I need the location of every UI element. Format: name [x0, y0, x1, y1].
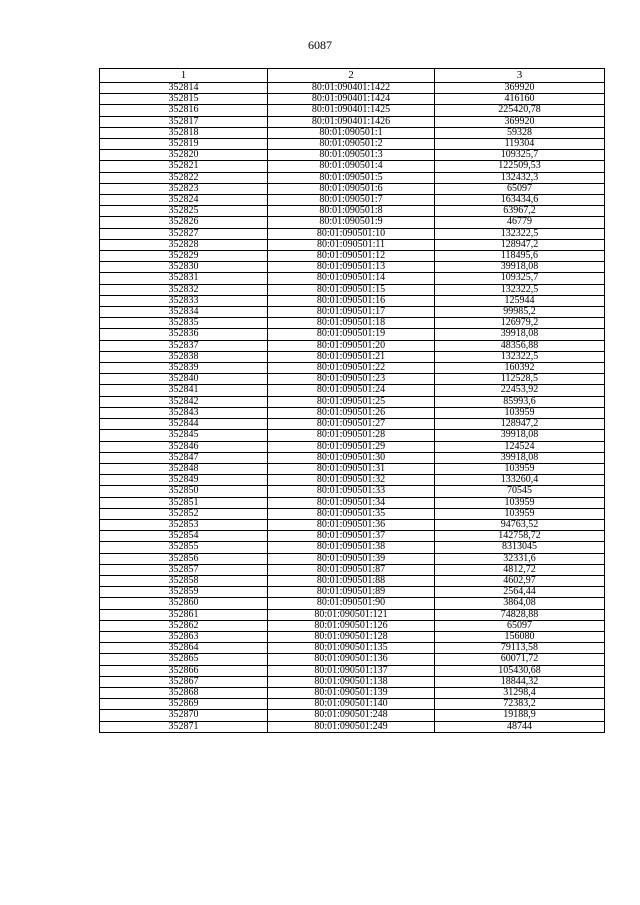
- row-number-cell: 352826: [100, 217, 268, 228]
- table-row: [100, 262, 605, 273]
- value-cell: 156080: [435, 631, 605, 642]
- table-header-row: [100, 69, 605, 83]
- table-row: [100, 676, 605, 687]
- value-cell: 133260,4: [435, 475, 605, 486]
- value-cell: 118495,6: [435, 251, 605, 262]
- table-row: [100, 654, 605, 665]
- table-row: [100, 463, 605, 474]
- row-number-cell: 352855: [100, 542, 268, 553]
- page-number: 6087: [308, 38, 332, 52]
- cadastral-number-cell: 80:01:090501:17: [268, 307, 435, 318]
- row-number-cell: 352830: [100, 262, 268, 273]
- table-row: [100, 721, 605, 732]
- cadastral-number-cell: 80:01:090501:19: [268, 329, 435, 340]
- cadastral-number-cell: 80:01:090501:121: [268, 609, 435, 620]
- cadastral-number-cell: 80:01:090501:15: [268, 284, 435, 295]
- row-number-cell: 352853: [100, 519, 268, 530]
- cadastral-number-cell: 80:01:090501:33: [268, 486, 435, 497]
- row-number-cell: 352854: [100, 531, 268, 542]
- table-row: [100, 172, 605, 183]
- table-row: [100, 542, 605, 553]
- value-cell: 19188,9: [435, 710, 605, 721]
- value-cell: 132322,5: [435, 228, 605, 239]
- row-number-cell: 352867: [100, 676, 268, 687]
- cadastral-number-cell: 80:01:090501:140: [268, 699, 435, 710]
- value-cell: 48356,88: [435, 340, 605, 351]
- table-row: [100, 195, 605, 206]
- cadastral-number-cell: 80:01:090401:1426: [268, 116, 435, 127]
- row-number-cell: 352827: [100, 228, 268, 239]
- table-row: [100, 665, 605, 676]
- table-row: [100, 609, 605, 620]
- cadastral-number-cell: 80:01:090501:90: [268, 598, 435, 609]
- row-number-cell: 352837: [100, 340, 268, 351]
- row-number-cell: 352823: [100, 183, 268, 194]
- row-number-cell: 352817: [100, 116, 268, 127]
- cadastral-number-cell: 80:01:090501:139: [268, 687, 435, 698]
- value-cell: 109325,7: [435, 150, 605, 161]
- row-number-cell: 352828: [100, 239, 268, 250]
- value-cell: 369920: [435, 116, 605, 127]
- value-cell: 65097: [435, 183, 605, 194]
- cadastral-number-cell: 80:01:090501:8: [268, 206, 435, 217]
- cadastral-number-cell: 80:01:090501:136: [268, 654, 435, 665]
- table-row: [100, 430, 605, 441]
- cadastral-number-cell: 80:01:090501:89: [268, 587, 435, 598]
- table-row: [100, 374, 605, 385]
- cadastral-number-cell: 80:01:090501:34: [268, 497, 435, 508]
- value-cell: 369920: [435, 83, 605, 94]
- value-cell: 4602,97: [435, 575, 605, 586]
- row-number-cell: 352870: [100, 710, 268, 721]
- value-cell: 125944: [435, 295, 605, 306]
- cadastral-number-cell: 80:01:090501:11: [268, 239, 435, 250]
- row-number-cell: 352824: [100, 195, 268, 206]
- value-cell: 225420,78: [435, 105, 605, 116]
- cadastral-number-cell: 80:01:090501:18: [268, 318, 435, 329]
- row-number-cell: 352820: [100, 150, 268, 161]
- row-number-cell: 352814: [100, 83, 268, 94]
- row-number-cell: 352840: [100, 374, 268, 385]
- column-header-3: 3: [435, 69, 605, 83]
- row-number-cell: 352861: [100, 609, 268, 620]
- table-row: [100, 351, 605, 362]
- cadastral-number-cell: 80:01:090501:31: [268, 463, 435, 474]
- row-number-cell: 352862: [100, 620, 268, 631]
- row-number-cell: 352838: [100, 351, 268, 362]
- cadastral-number-cell: 80:01:090501:87: [268, 564, 435, 575]
- table-row: [100, 620, 605, 631]
- value-cell: 65097: [435, 620, 605, 631]
- cadastral-number-cell: 80:01:090501:36: [268, 519, 435, 530]
- table-row: [100, 206, 605, 217]
- table-row: [100, 587, 605, 598]
- data-table: [99, 68, 605, 733]
- table-row: [100, 150, 605, 161]
- value-cell: 416160: [435, 94, 605, 105]
- row-number-cell: 352821: [100, 161, 268, 172]
- row-number-cell: 352848: [100, 463, 268, 474]
- row-number-cell: 352843: [100, 407, 268, 418]
- table-row: [100, 419, 605, 430]
- cadastral-number-cell: 80:01:090501:20: [268, 340, 435, 351]
- table-row: [100, 564, 605, 575]
- value-cell: 103959: [435, 407, 605, 418]
- cadastral-number-cell: 80:01:090501:22: [268, 363, 435, 374]
- row-number-cell: 352851: [100, 497, 268, 508]
- table-row: [100, 531, 605, 542]
- row-number-cell: 352868: [100, 687, 268, 698]
- table-row: [100, 94, 605, 105]
- value-cell: 8313045: [435, 542, 605, 553]
- cadastral-number-cell: 80:01:090501:88: [268, 575, 435, 586]
- row-number-cell: 352842: [100, 396, 268, 407]
- cadastral-number-cell: 80:01:090501:25: [268, 396, 435, 407]
- cadastral-number-cell: 80:01:090501:7: [268, 195, 435, 206]
- value-cell: 119304: [435, 139, 605, 150]
- table-row: [100, 687, 605, 698]
- cadastral-number-cell: 80:01:090501:4: [268, 161, 435, 172]
- table-row: [100, 116, 605, 127]
- value-cell: 132432,3: [435, 172, 605, 183]
- value-cell: 31298,4: [435, 687, 605, 698]
- cadastral-number-cell: 80:01:090501:138: [268, 676, 435, 687]
- value-cell: 48744: [435, 721, 605, 732]
- cadastral-number-cell: 80:01:090501:126: [268, 620, 435, 631]
- cadastral-number-cell: 80:01:090501:5: [268, 172, 435, 183]
- cadastral-number-cell: 80:01:090501:24: [268, 385, 435, 396]
- table-row: [100, 710, 605, 721]
- cadastral-number-cell: 80:01:090501:37: [268, 531, 435, 542]
- value-cell: 112528,5: [435, 374, 605, 385]
- value-cell: 128947,2: [435, 419, 605, 430]
- table-row: [100, 508, 605, 519]
- table-row: [100, 598, 605, 609]
- value-cell: 105430,68: [435, 665, 605, 676]
- table-row: [100, 631, 605, 642]
- row-number-cell: 352846: [100, 441, 268, 452]
- table-row: [100, 553, 605, 564]
- row-number-cell: 352833: [100, 295, 268, 306]
- cadastral-number-cell: 80:01:090501:23: [268, 374, 435, 385]
- row-number-cell: 352866: [100, 665, 268, 676]
- value-cell: 59328: [435, 127, 605, 138]
- row-number-cell: 352822: [100, 172, 268, 183]
- value-cell: 124524: [435, 441, 605, 452]
- row-number-cell: 352841: [100, 385, 268, 396]
- value-cell: 132322,5: [435, 351, 605, 362]
- row-number-cell: 352865: [100, 654, 268, 665]
- cadastral-number-cell: 80:01:090501:39: [268, 553, 435, 564]
- value-cell: 18844,32: [435, 676, 605, 687]
- value-cell: 46779: [435, 217, 605, 228]
- row-number-cell: 352829: [100, 251, 268, 262]
- value-cell: 39918,08: [435, 262, 605, 273]
- value-cell: 60071,72: [435, 654, 605, 665]
- column-header-1: 1: [100, 69, 268, 83]
- cadastral-number-cell: 80:01:090501:2: [268, 139, 435, 150]
- cadastral-number-cell: 80:01:090501:32: [268, 475, 435, 486]
- value-cell: 22453,92: [435, 385, 605, 396]
- value-cell: 72383,2: [435, 699, 605, 710]
- value-cell: 4812,72: [435, 564, 605, 575]
- cadastral-number-cell: 80:01:090501:6: [268, 183, 435, 194]
- table-row: [100, 295, 605, 306]
- cadastral-number-cell: 80:01:090501:10: [268, 228, 435, 239]
- value-cell: 63967,2: [435, 206, 605, 217]
- value-cell: 85993,6: [435, 396, 605, 407]
- table-row: [100, 318, 605, 329]
- row-number-cell: 352831: [100, 273, 268, 284]
- table-row: [100, 329, 605, 340]
- value-cell: 99985,2: [435, 307, 605, 318]
- row-number-cell: 352834: [100, 307, 268, 318]
- cadastral-number-cell: 80:01:090501:16: [268, 295, 435, 306]
- cadastral-number-cell: 80:01:090501:21: [268, 351, 435, 362]
- row-number-cell: 352869: [100, 699, 268, 710]
- row-number-cell: 352859: [100, 587, 268, 598]
- value-cell: 163434,6: [435, 195, 605, 206]
- value-cell: 32331,6: [435, 553, 605, 564]
- value-cell: 109325,7: [435, 273, 605, 284]
- cadastral-number-cell: 80:01:090501:137: [268, 665, 435, 676]
- row-number-cell: 352816: [100, 105, 268, 116]
- row-number-cell: 352847: [100, 452, 268, 463]
- table-row: [100, 217, 605, 228]
- cadastral-number-cell: 80:01:090501:38: [268, 542, 435, 553]
- row-number-cell: 352871: [100, 721, 268, 732]
- table-row: [100, 385, 605, 396]
- value-cell: 39918,08: [435, 430, 605, 441]
- cadastral-number-cell: 80:01:090501:3: [268, 150, 435, 161]
- table-row: [100, 452, 605, 463]
- row-number-cell: 352852: [100, 508, 268, 519]
- cadastral-number-cell: 80:01:090501:249: [268, 721, 435, 732]
- cadastral-number-cell: 80:01:090501:35: [268, 508, 435, 519]
- value-cell: 128947,2: [435, 239, 605, 250]
- table-row: [100, 307, 605, 318]
- value-cell: 74828,88: [435, 609, 605, 620]
- value-cell: 3864,08: [435, 598, 605, 609]
- cadastral-number-cell: 80:01:090501:9: [268, 217, 435, 228]
- row-number-cell: 352825: [100, 206, 268, 217]
- cadastral-number-cell: 80:01:090501:1: [268, 127, 435, 138]
- row-number-cell: 352849: [100, 475, 268, 486]
- cadastral-number-cell: 80:01:090501:26: [268, 407, 435, 418]
- row-number-cell: 352850: [100, 486, 268, 497]
- table-row: [100, 407, 605, 418]
- value-cell: 103959: [435, 497, 605, 508]
- table-row: [100, 340, 605, 351]
- table-row: [100, 139, 605, 150]
- row-number-cell: 352858: [100, 575, 268, 586]
- cadastral-number-cell: 80:01:090501:128: [268, 631, 435, 642]
- table-row: [100, 699, 605, 710]
- table-row: [100, 273, 605, 284]
- cadastral-number-cell: 80:01:090401:1424: [268, 94, 435, 105]
- table-row: [100, 228, 605, 239]
- table-row: [100, 497, 605, 508]
- row-number-cell: 352815: [100, 94, 268, 105]
- table-row: [100, 284, 605, 295]
- table-row: [100, 643, 605, 654]
- table-row: [100, 239, 605, 250]
- table-row: [100, 396, 605, 407]
- table-row: [100, 127, 605, 138]
- value-cell: 39918,08: [435, 452, 605, 463]
- row-number-cell: 352835: [100, 318, 268, 329]
- value-cell: 142758,72: [435, 531, 605, 542]
- cadastral-number-cell: 80:01:090501:12: [268, 251, 435, 262]
- table-row: [100, 183, 605, 194]
- value-cell: 2564,44: [435, 587, 605, 598]
- row-number-cell: 352839: [100, 363, 268, 374]
- cadastral-number-cell: 80:01:090501:29: [268, 441, 435, 452]
- cadastral-number-cell: 80:01:090401:1422: [268, 83, 435, 94]
- value-cell: 94763,52: [435, 519, 605, 530]
- cadastral-number-cell: 80:01:090501:248: [268, 710, 435, 721]
- cadastral-number-cell: 80:01:090401:1425: [268, 105, 435, 116]
- cadastral-number-cell: 80:01:090501:135: [268, 643, 435, 654]
- row-number-cell: 352819: [100, 139, 268, 150]
- row-number-cell: 352844: [100, 419, 268, 430]
- cadastral-number-cell: 80:01:090501:14: [268, 273, 435, 284]
- value-cell: 122509,53: [435, 161, 605, 172]
- column-header-2: 2: [268, 69, 435, 83]
- table-row: [100, 575, 605, 586]
- table-row: [100, 105, 605, 116]
- cadastral-number-cell: 80:01:090501:28: [268, 430, 435, 441]
- table-row: [100, 83, 605, 94]
- table-row: [100, 486, 605, 497]
- value-cell: 70545: [435, 486, 605, 497]
- row-number-cell: 352857: [100, 564, 268, 575]
- table-row: [100, 161, 605, 172]
- value-cell: 103959: [435, 508, 605, 519]
- cadastral-number-cell: 80:01:090501:27: [268, 419, 435, 430]
- value-cell: 103959: [435, 463, 605, 474]
- table-row: [100, 519, 605, 530]
- cadastral-number-cell: 80:01:090501:13: [268, 262, 435, 273]
- row-number-cell: 352860: [100, 598, 268, 609]
- value-cell: 160392: [435, 363, 605, 374]
- row-number-cell: 352832: [100, 284, 268, 295]
- row-number-cell: 352845: [100, 430, 268, 441]
- row-number-cell: 352818: [100, 127, 268, 138]
- row-number-cell: 352856: [100, 553, 268, 564]
- value-cell: 132322,5: [435, 284, 605, 295]
- value-cell: 39918,08: [435, 329, 605, 340]
- table-row: [100, 251, 605, 262]
- value-cell: 126979,2: [435, 318, 605, 329]
- value-cell: 79113,58: [435, 643, 605, 654]
- cadastral-number-cell: 80:01:090501:30: [268, 452, 435, 463]
- table-row: [100, 363, 605, 374]
- row-number-cell: 352863: [100, 631, 268, 642]
- row-number-cell: 352864: [100, 643, 268, 654]
- table-row: [100, 475, 605, 486]
- row-number-cell: 352836: [100, 329, 268, 340]
- table-row: [100, 441, 605, 452]
- table-body: [100, 83, 605, 733]
